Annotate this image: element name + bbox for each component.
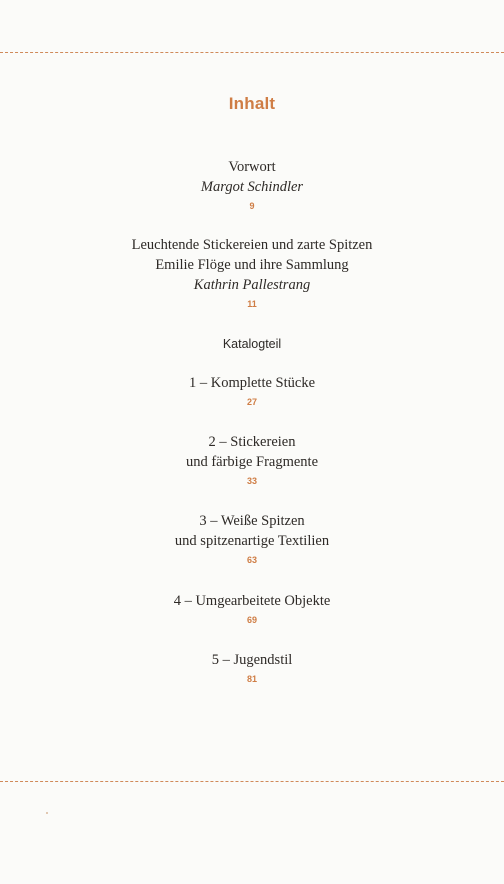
entry-title: 1 – Komplette Stücke [188,375,316,391]
entry-page-number: 81 [246,674,257,684]
entry-page-number: 11 [247,299,257,309]
entry-page-number: 63 [246,555,257,565]
toc-entry-foreword [0,157,504,212]
paper-speck [46,812,48,814]
entry-title-line-1: 2 – Stickereien [208,434,296,450]
entry-title: Vorwort [228,159,276,175]
entry-title-line-2: und spitzenartige Textilien [174,533,330,549]
entry-page-number: 69 [246,615,257,625]
entry-title-line-2: Emilie Flöge und ihre Sammlung [155,257,349,273]
entry-page-number: 33 [246,476,257,486]
entry-title-line-1: 3 – Weiße Spitzen [199,513,305,529]
toc-entry-catalog-5 [0,650,504,685]
bottom-dashed-divider [0,781,504,782]
entry-author: Kathrin Pallestrang [193,277,311,293]
catalog-section-label: Katalogteil [222,337,282,351]
entry-author: Margot Schindler [200,179,304,195]
toc-entry-catalog-2 [0,432,504,487]
toc-entry-catalog-4 [0,591,504,626]
entry-page-number: 9 [249,201,255,211]
toc-entry-catalog-3 [0,511,504,566]
entry-title: 5 – Jugendstil [211,652,293,668]
entry-title-line-1: Leuchtende Stickereien und zarte Spitzen [131,237,373,253]
entry-title-line-2: und färbige Fragmente [185,454,319,470]
entry-title: 4 – Umgearbeitete Objekte [173,593,331,609]
page-title: Inhalt [228,94,276,113]
entry-page-number: 27 [246,397,257,407]
toc-entry-essay [0,235,504,310]
toc-entry-catalog-1 [0,373,504,408]
top-dashed-divider [0,52,504,53]
